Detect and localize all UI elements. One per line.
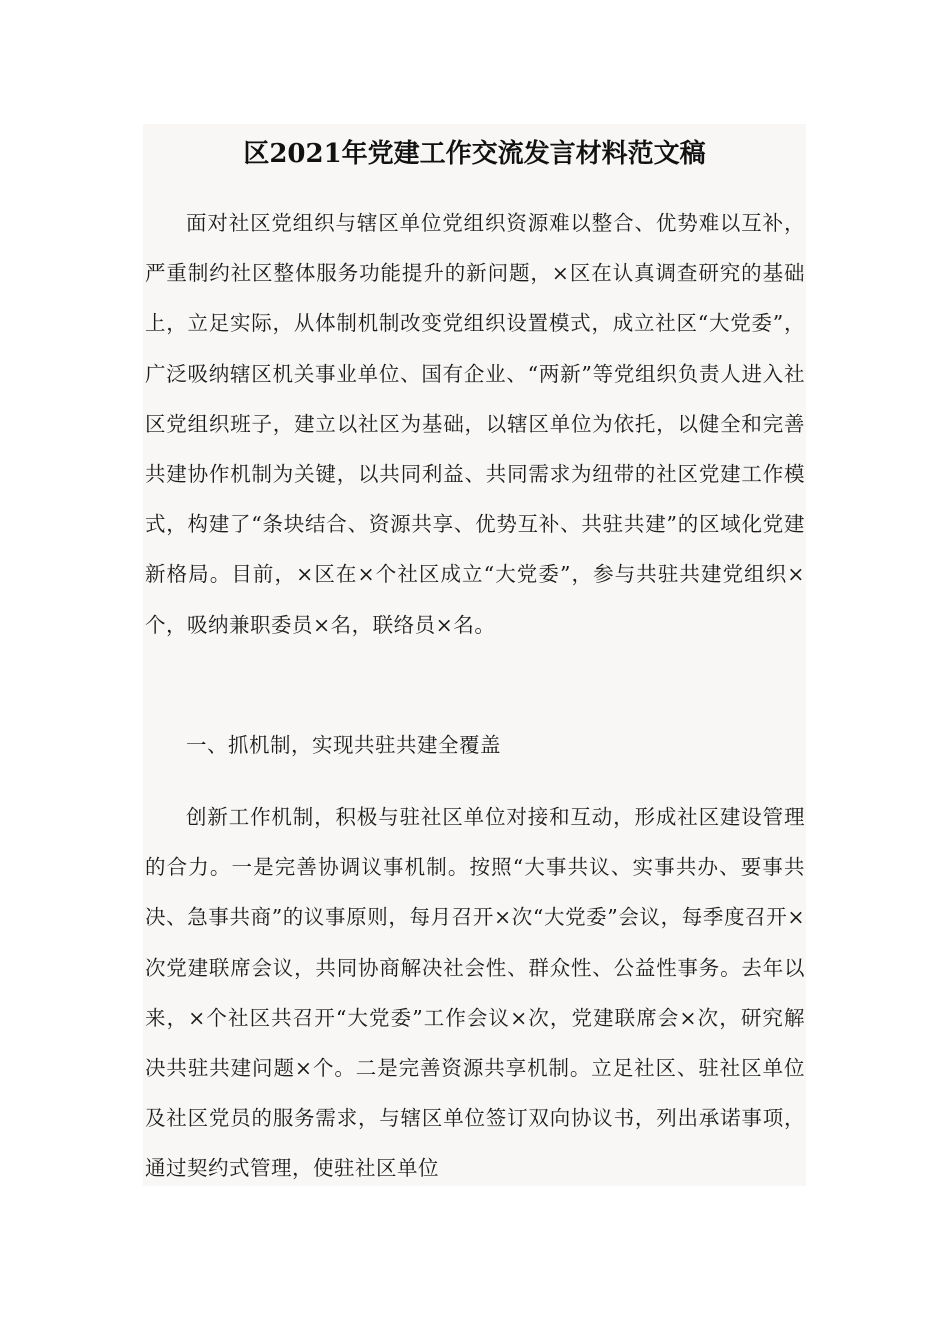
document-title: 区2021年党建工作交流发言材料范文稿 [243, 139, 706, 169]
section-paragraph: 创新工作机制，积极与驻社区单位对接和互动，形成社区建设管理的合力。一是完善协调议事机制。按照“大事共议、实事共办、要事共决、急事共商”的议事原则，每月召开×次“大党委”会议，每季度召开×次党建联席会议，共同协商解决社会性、群众性、公益性事务。去年以来，×个社区共召开“大党委”工作会议×次，党建联席会×次，研究解决共驻共建问题×个。二是完善资源共享机制。立足社区、驻社区单位及社区党员的服务需求，与辖区单位签订双向协议书，列出承诺事项，通过契约式管理，使驻社区单位 [145, 805, 805, 1181]
intro-paragraph: 面对社区党组织与辖区单位党组织资源难以整合、优势难以互补，严重制约社区整体服务功能提升的新问题，×区在认真调查研究的基础上，立足实际，从体制机制改变党组织设置模式，成立社区“大党委”，广泛吸纳辖区机关事业单位、国有企业、“两新”等党组织负责人进入社区党组织班子，建立以社区为基础，以辖区单位为依托，以健全和完善共建协作机制为关键，以共同利益、共同需求为纽带的社区党建工作模式，构建了“条块结合、资源共享、优势互补、共驻共建”的区域化党建新格局。目前，×区在×个社区成立“大党委”，参与共驻共建党组织×个，吸纳兼职委员×名，联络员×名。 [145, 211, 805, 637]
section-heading: 一、抓机制，实现共驻共建全覆盖 [186, 733, 501, 757]
document-page [143, 124, 806, 1186]
